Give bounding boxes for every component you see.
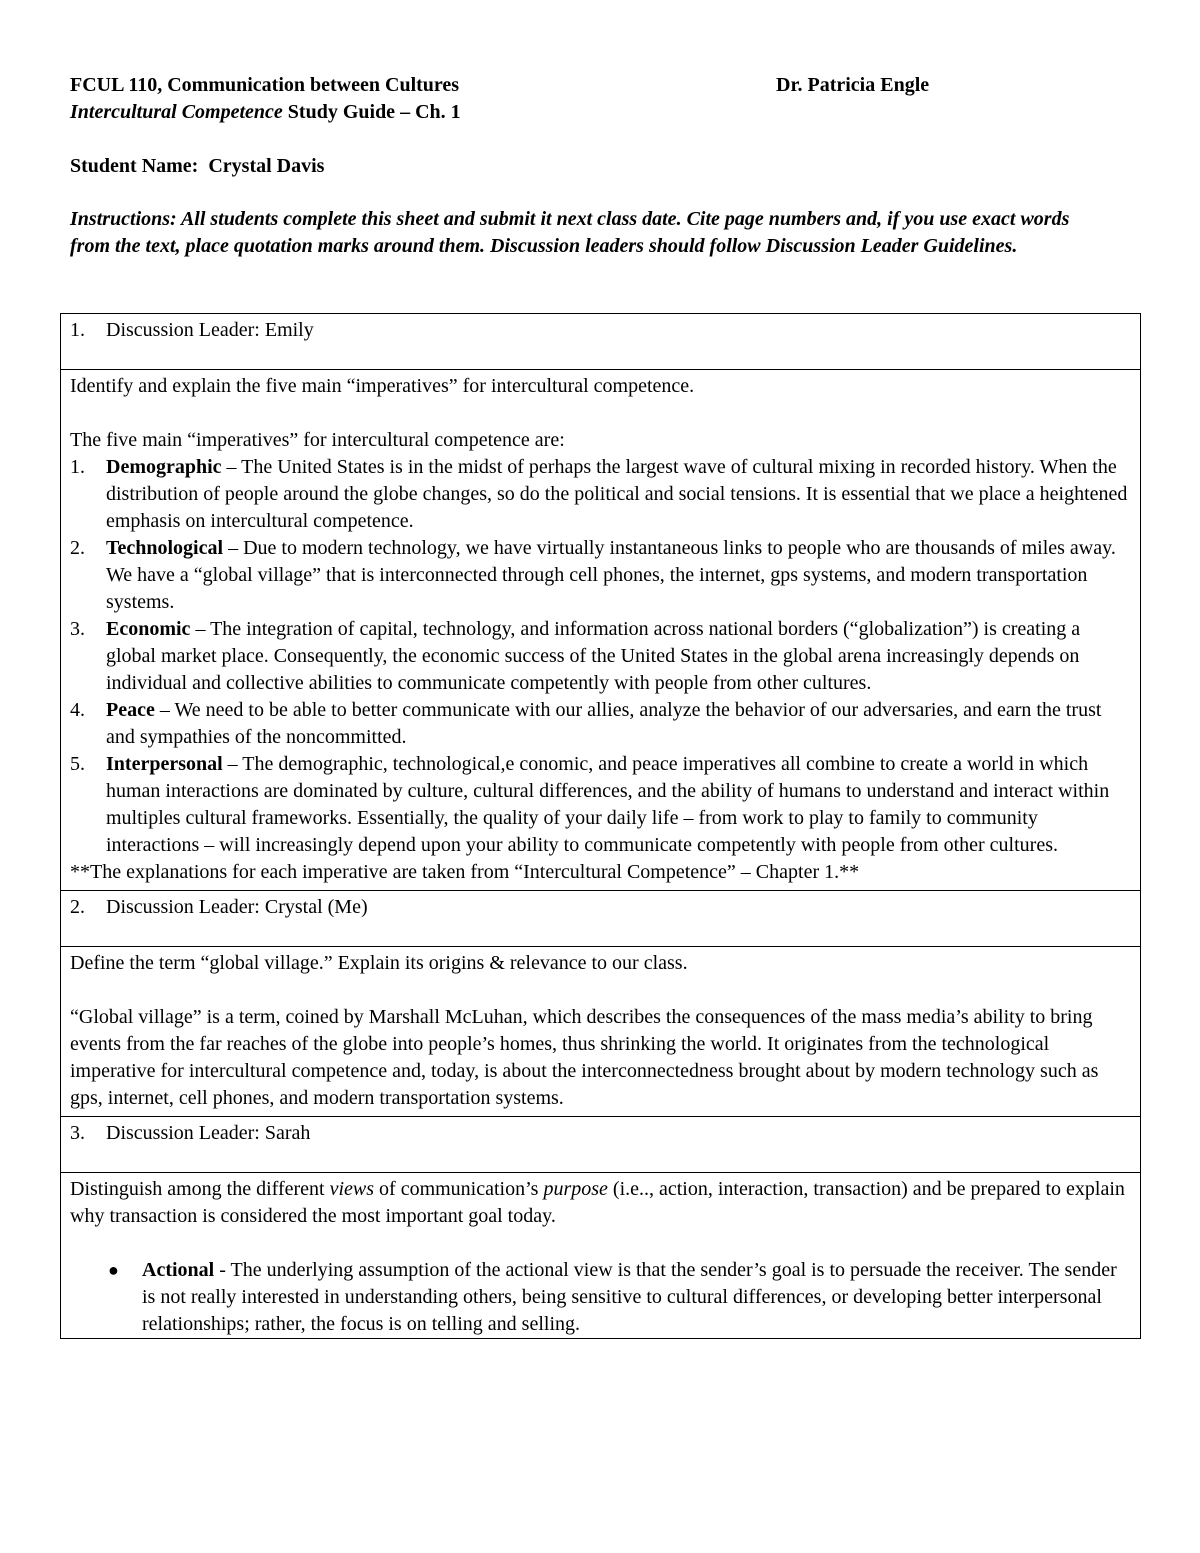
question-text: of communication’s [374,1178,544,1200]
study-guide-table [60,313,1141,1339]
list-number: 1. [70,456,85,478]
course-line [70,72,1130,99]
imperative-term: Demographic [106,456,222,478]
student-name: Crystal Davis [208,155,325,177]
imperative-term: Peace [106,699,155,721]
section-1-content-cell [61,370,1141,891]
instructor-name: Dr. Patricia Engle [776,74,930,96]
section-1-leader-cell [61,314,1141,370]
section-3-leader-cell [61,1117,1141,1173]
section-3-content-row [61,1173,1141,1339]
section-2-content-row [61,947,1141,1117]
list-item [70,616,1131,697]
list-item [70,751,1131,859]
section-3-content-cell [61,1173,1141,1339]
list-number: 2. [70,537,85,559]
study-guide-subtitle: Study Guide – Ch. 1 [282,101,461,123]
student-line [70,153,1130,180]
list-item [70,454,1131,535]
section-2-content-cell [61,947,1141,1117]
question: Define the term “global village.” Explain its origins & relevance to our class. [70,952,688,974]
imperative-text: – The demographic, technological,e conomic, and peace imperatives all combine to create a world in which human interactions are dominated by culture, cultural differences, and the ability of humans to understand and interact within multiples cultural frameworks. Essentially, the quality of your daily life – from work to play to family to community interactions – will increasingly depend upon your ability to communicate competently with people from other cultures. [106,753,1110,856]
document-header [70,72,1130,260]
discussion-leader: Discussion Leader: Emily [106,319,314,341]
study-guide-title [70,99,1130,126]
course-title: FCUL 110, Communication between Cultures [70,74,460,96]
section-number: 3. [70,1122,85,1144]
imperatives-list [70,454,1131,859]
question-emphasis: views [329,1178,375,1200]
list-item [70,535,1131,616]
question [70,1176,1131,1230]
view-text: - The underlying assumption of the actional view is that the sender’s goal is to persuade the receiver. The sender is not really interested in understanding others, being sensitive to cultural differences, or developing better interpersonal relationships; rather, the focus is on telling and selling. [142,1259,1117,1335]
imperative-text: – The integration of capital, technology, and information across national borders (“globalization”) is creating a global market place. Consequently, the economic success of the United States in the global arena increasingly depends on individual and collective abilities to communicate competently with people from other cultures. [106,618,1081,694]
imperative-text: – We need to be able to better communicate with our allies, analyze the behavior of our adversaries, and earn the trust and sympathies of the noncommitted. [106,699,1102,748]
bullet-icon: ● [108,1260,119,1280]
imperative-term: Technological [106,537,224,559]
question: Identify and explain the five main “imperatives” for intercultural competence. [70,375,695,397]
list-number: 4. [70,699,85,721]
list-item [70,697,1131,751]
imperative-text: – Due to modern technology, we have virtually instantaneous links to people who are thousands of miles away. We have a “global village” that is interconnected through cell phones, the internet, gps systems, and modern transportation systems. [106,537,1116,613]
views-list [70,1257,1131,1338]
section-number: 1. [70,319,85,341]
answer: “Global village” is a term, coined by Marshall McLuhan, which describes the consequences of the mass media’s ability to bring events from the far reaches of the globe into people’s homes, thus shrinking the world. It originates from the technological imperative for intercultural competence and, today, is about the interconnectedness brought about by modern technology such as gps, internet, cell phones, and modern transportation systems. [70,1006,1099,1109]
list-number: 5. [70,753,85,775]
view-term: Actional [142,1259,215,1281]
imperative-text: – The United States is in the midst of perhaps the largest wave of cultural mixing in recorded history. When the distribution of people around the globe changes, so do the political and social tensions. It is essential that we place a heightened emphasis on intercultural competence. [106,456,1128,532]
book-title: Intercultural Competence [70,101,283,123]
section-2-leader-row [61,891,1141,947]
question-text: (i.e.., action, interaction, transaction) and be prepared to explain why transaction is considered the most important goal today. [70,1178,1125,1227]
imperative-term: Economic [106,618,191,640]
list-item [70,1257,1131,1338]
discussion-leader: Discussion Leader: Crystal (Me) [106,896,368,918]
section-1-leader-row [61,314,1141,370]
instructions: Instructions: All students complete this sheet and submit it next class date. Cite page numbers and, if you use exact words from the text, place quotation marks around them. Discussion leaders should follow Discussion Leader Guidelines. [70,208,1070,257]
source-note: **The explanations for each imperative are taken from “Intercultural Competence” – Chapter 1.** [70,861,860,883]
section-number: 2. [70,896,85,918]
question-emphasis: purpose [543,1178,608,1200]
section-2-leader-cell [61,891,1141,947]
section-1-content-row [61,370,1141,891]
student-label: Student Name: [70,155,199,177]
answer-intro: The five main “imperatives” for intercultural competence are: [70,429,565,451]
section-3-leader-row [61,1117,1141,1173]
imperative-term: Interpersonal [106,753,223,775]
list-number: 3. [70,618,85,640]
discussion-leader: Discussion Leader: Sarah [106,1122,311,1144]
question-text: Distinguish among the different [70,1178,330,1200]
